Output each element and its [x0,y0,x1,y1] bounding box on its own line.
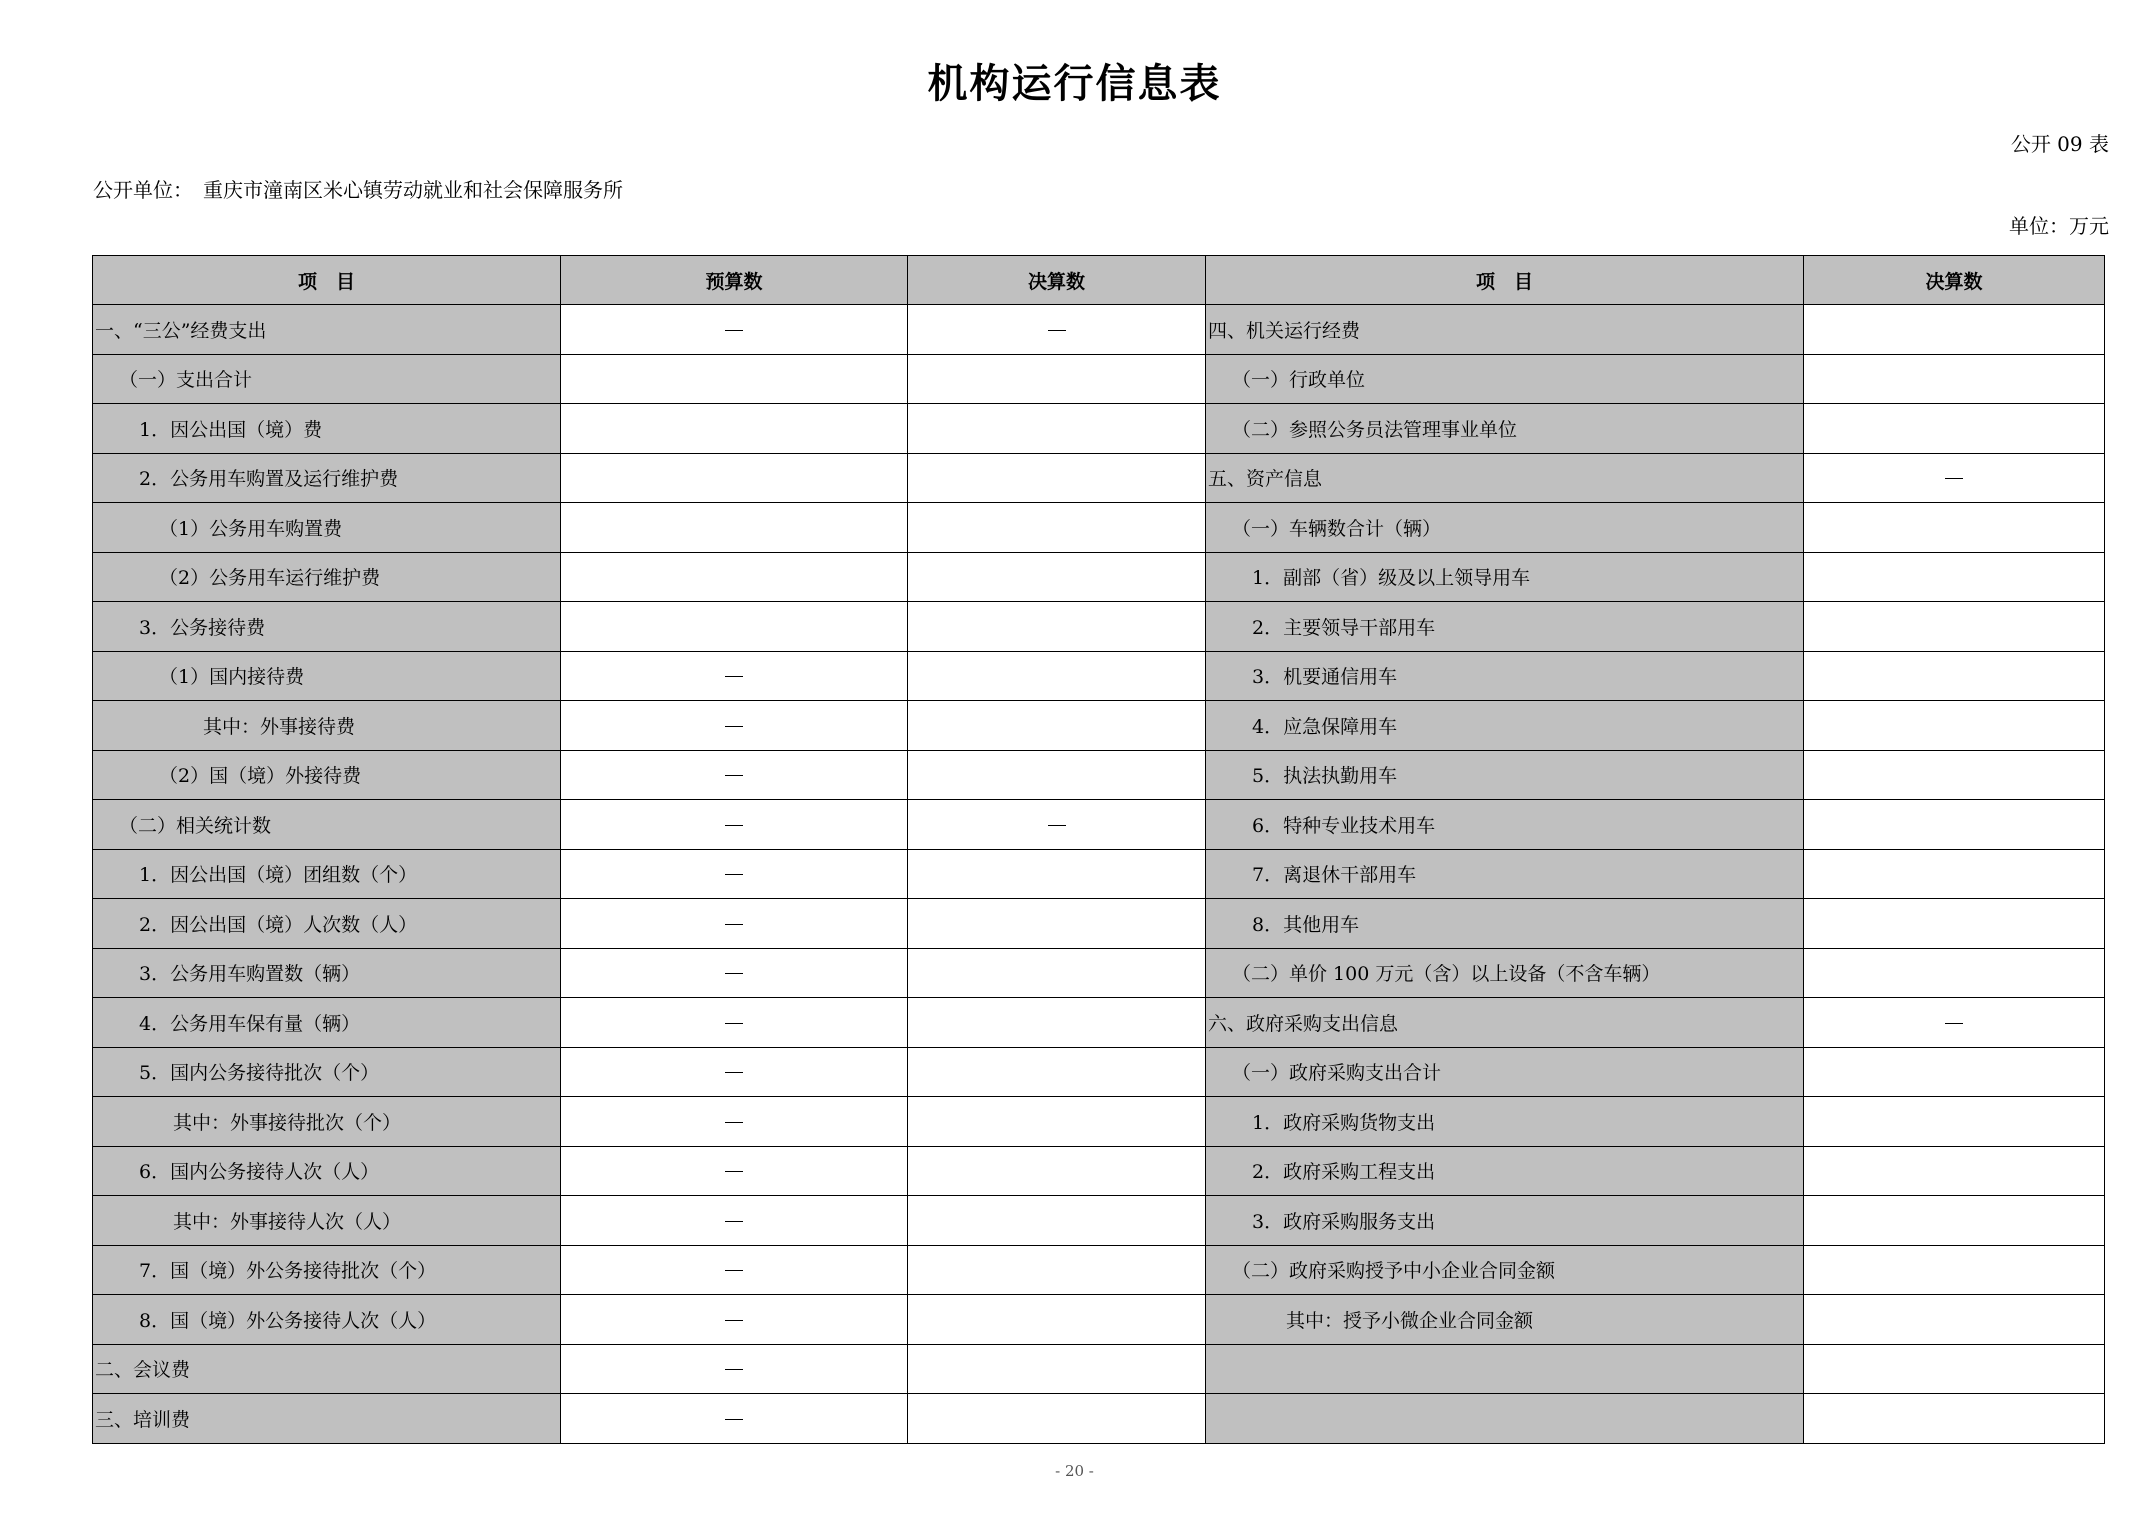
value-cell [1804,1196,2105,1246]
row-label-right: 四、机关运行经费 [1206,305,1804,355]
table-row [93,800,2105,850]
row-label-left: 一、“三公”经费支出 [93,305,561,355]
value-cell [561,354,908,404]
row-label-left: 2．公务用车购置及运行维护费 [93,453,561,503]
dash-cell [561,1146,908,1196]
dash-mark [725,1419,743,1420]
dash-mark [1048,330,1066,331]
table-row [93,1295,2105,1345]
unit-label: 公开单位： [93,178,193,202]
table-row [93,998,2105,1048]
dash-cell [561,651,908,701]
dash-cell [561,1295,908,1345]
dash-mark [725,973,743,974]
dash-mark [725,1023,743,1024]
value-cell [908,1047,1206,1097]
dash-cell [1804,453,2105,503]
value-cell [908,552,1206,602]
table-row [93,701,2105,751]
table-row [93,602,2105,652]
value-cell [908,849,1206,899]
row-label-left: 1．因公出国（境）团组数（个） [93,849,561,899]
row-label-right: 6．特种专业技术用车 [1206,800,1804,850]
value-cell [1804,1146,2105,1196]
value-cell [908,1196,1206,1246]
row-label-right [1206,1394,1804,1444]
row-label-left: 其中：外事接待人次（人） [93,1196,561,1246]
table-row [93,750,2105,800]
page-number: - 20 - [1055,1462,1094,1480]
table-row [93,453,2105,503]
page-title: 机构运行信息表 [927,61,1222,107]
row-label-left: 5．国内公务接待批次（个） [93,1047,561,1097]
row-label-left: 1．因公出国（境）费 [93,404,561,454]
row-label-right: （一）车辆数合计（辆） [1206,503,1804,553]
value-cell [908,998,1206,1048]
row-label-right: 3．政府采购服务支出 [1206,1196,1804,1246]
value-cell [1804,305,2105,355]
row-label-left: （一）支出合计 [93,354,561,404]
table-row [93,354,2105,404]
table-row [93,1146,2105,1196]
dash-cell [561,1196,908,1246]
table-row [93,1196,2105,1246]
dash-cell [561,1047,908,1097]
dash-cell [908,800,1206,850]
value-cell [908,404,1206,454]
row-label-left: 二、会议费 [93,1344,561,1394]
row-label-right: （一）行政单位 [1206,354,1804,404]
row-label-right: （二）政府采购授予中小企业合同金额 [1206,1245,1804,1295]
table-row [93,1344,2105,1394]
dash-cell [561,948,908,998]
row-label-right: （二）参照公务员法管理事业单位 [1206,404,1804,454]
dash-cell [561,1344,908,1394]
dash-mark [725,775,743,776]
row-label-left: 6．国内公务接待人次（人） [93,1146,561,1196]
value-cell [908,1245,1206,1295]
row-label-left: （1）公务用车购置费 [93,503,561,553]
value-cell [1804,899,2105,949]
row-label-right: 3．机要通信用车 [1206,651,1804,701]
value-cell [1804,800,2105,850]
value-cell [908,750,1206,800]
dash-mark [725,1122,743,1123]
row-label-left: （2）国（境）外接待费 [93,750,561,800]
dash-cell [561,1394,908,1444]
dash-mark [725,330,743,331]
row-label-left: （2）公务用车运行维护费 [93,552,561,602]
dash-mark [725,1072,743,1073]
dash-mark [725,924,743,925]
dash-cell [561,1097,908,1147]
table-row [93,552,2105,602]
row-label-right: 2．主要领导干部用车 [1206,602,1804,652]
table-row [93,503,2105,553]
dash-mark [725,825,743,826]
row-label-left: （1）国内接待费 [93,651,561,701]
row-label-right: （一）政府采购支出合计 [1206,1047,1804,1097]
reporting-unit [93,176,653,205]
dash-mark [725,1270,743,1271]
row-label-left: 2．因公出国（境）人次数（人） [93,899,561,949]
value-cell [1804,552,2105,602]
value-cell [908,602,1206,652]
header-final-left: 决算数 [908,256,1206,305]
header-final-right: 决算数 [1804,256,2105,305]
dash-cell [1804,998,2105,1048]
row-label-left: 7．国（境）外公务接待批次（个） [93,1245,561,1295]
header-item-left: 项 目 [93,256,561,305]
value-cell [1804,1295,2105,1345]
dash-mark [1945,1023,1963,1024]
value-cell [908,453,1206,503]
dash-mark [725,1171,743,1172]
row-label-right: 8．其他用车 [1206,899,1804,949]
row-label-right: 2．政府采购工程支出 [1206,1146,1804,1196]
header-item-right: 项 目 [1206,256,1804,305]
value-cell [561,503,908,553]
table-row [93,1047,2105,1097]
currency-unit: 单位：万元 [2009,214,2109,238]
value-cell [1804,1097,2105,1147]
dash-cell [561,800,908,850]
dash-cell [561,998,908,1048]
unit-name: 重庆市潼南区米心镇劳动就业和社会保障服务所 [203,178,623,202]
row-label-right: 其中：授予小微企业合同金额 [1206,1295,1804,1345]
header-row [93,256,2105,305]
table-row [93,404,2105,454]
dash-cell [561,849,908,899]
value-cell [1804,503,2105,553]
table-row [93,1394,2105,1444]
value-cell [1804,651,2105,701]
dash-cell [561,1245,908,1295]
row-label-right: 六、政府采购支出信息 [1206,998,1804,1048]
row-label-left: 其中：外事接待批次（个） [93,1097,561,1147]
value-cell [908,948,1206,998]
value-cell [561,552,908,602]
dash-cell [561,701,908,751]
table-row [93,899,2105,949]
value-cell [1804,602,2105,652]
row-label-right: （二）单价 100 万元（含）以上设备（不含车辆） [1206,948,1804,998]
table-row [93,1097,2105,1147]
value-cell [908,503,1206,553]
value-cell [1804,948,2105,998]
table-row [93,305,2105,355]
value-cell [1804,1394,2105,1444]
row-label-left: （二）相关统计数 [93,800,561,850]
dash-cell [561,750,908,800]
form-code: 公开 09 表 [2010,132,2109,156]
table-row [93,1245,2105,1295]
dash-mark [1945,478,1963,479]
value-cell [1804,354,2105,404]
value-cell [1804,1344,2105,1394]
value-cell [908,701,1206,751]
value-cell [1804,404,2105,454]
row-label-right: 4．应急保障用车 [1206,701,1804,751]
dash-mark [725,874,743,875]
table-row [93,849,2105,899]
value-cell [908,354,1206,404]
row-label-right: 5．执法执勤用车 [1206,750,1804,800]
dash-mark [725,1320,743,1321]
value-cell [1804,1245,2105,1295]
dash-mark [725,726,743,727]
value-cell [561,602,908,652]
value-cell [1804,701,2105,751]
row-label-left: 三、培训费 [93,1394,561,1444]
info-table [92,255,2105,1444]
table-row [93,948,2105,998]
value-cell [561,404,908,454]
header-budget: 预算数 [561,256,908,305]
value-cell [1804,750,2105,800]
row-label-left: 3．公务用车购置数（辆） [93,948,561,998]
row-label-right: 五、资产信息 [1206,453,1804,503]
dash-cell [561,305,908,355]
value-cell [908,1146,1206,1196]
row-label-right: 1．政府采购货物支出 [1206,1097,1804,1147]
value-cell [908,1344,1206,1394]
row-label-right [1206,1344,1804,1394]
value-cell [908,1295,1206,1345]
row-label-right: 1．副部（省）级及以上领导用车 [1206,552,1804,602]
value-cell [908,1097,1206,1147]
value-cell [908,1394,1206,1444]
row-label-left: 4．公务用车保有量（辆） [93,998,561,1048]
value-cell [1804,849,2105,899]
row-label-left: 8．国（境）外公务接待人次（人） [93,1295,561,1345]
row-label-left: 其中：外事接待费 [93,701,561,751]
row-label-right: 7．离退休干部用车 [1206,849,1804,899]
dash-mark [1048,825,1066,826]
dash-cell [561,899,908,949]
row-label-left: 3．公务接待费 [93,602,561,652]
dash-mark [725,1221,743,1222]
dash-mark [725,676,743,677]
value-cell [908,899,1206,949]
value-cell [908,651,1206,701]
value-cell [561,453,908,503]
value-cell [1804,1047,2105,1097]
table-row [93,651,2105,701]
dash-mark [725,1369,743,1370]
dash-cell [908,305,1206,355]
